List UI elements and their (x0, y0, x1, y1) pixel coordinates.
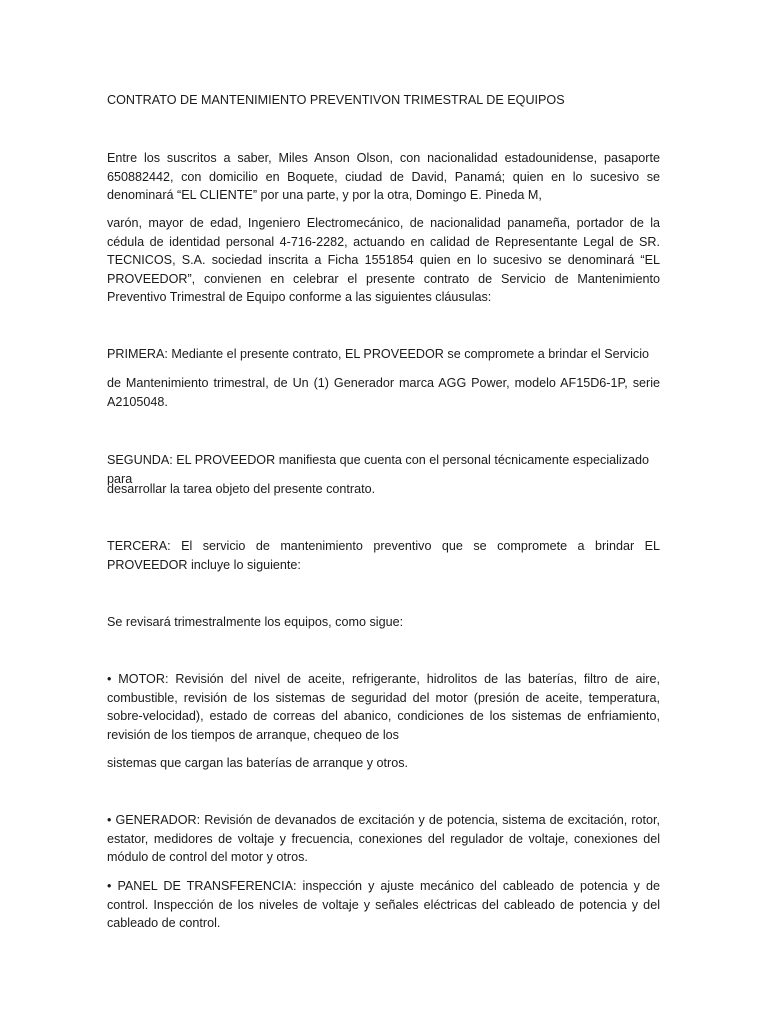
list-item-generador: • GENERADOR: Revisión de devanados de excitación y de potencia, sistema de excitación, rotor, estator, medidores de voltaje y frecuencia, conexiones del regulador de voltaje, conexiones del módulo de control del motor y otros. (107, 813, 660, 864)
list-item-motor: • MOTOR: Revisión del nivel de aceite, refrigerante, hidrolitos de las baterías, filtro de aire, combustible, revisión de los sistemas de seguridad del motor (presión de aceite, temperatura, sobre-velocidad), estado de correas del abanico, condiciones de los sistemas de enfriamiento, revisión de los tiempos de arranque, chequeo de los (107, 672, 660, 742)
paragraph-review-intro: Se revisará trimestralmente los equipos, como sigue: (107, 615, 404, 629)
list-item-motor-continued: sistemas que cargan las baterías de arranque y otros. (107, 756, 409, 770)
document-title: CONTRATO DE MANTENIMIENTO PREVENTIVON TRIMESTRAL DE EQUIPOS (107, 93, 565, 107)
paragraph-tercera: TERCERA: El servicio de mantenimiento preventivo que se compromete a brindar EL PROVEEDOR incluye lo siguiente: (107, 539, 660, 572)
paragraph-primera-continued: de Mantenimiento trimestral, de Un (1) Generador marca AGG Power, modelo AF15D6-1P, serie A2105048. (107, 376, 660, 409)
paragraph-segunda-continued: desarrollar la tarea objeto del presente contrato. (107, 482, 376, 496)
paragraph-parties-provider: varón, mayor de edad, Ingeniero Electromecánico, de nacionalidad panameña, portador de la cédula de identidad personal 4-716-2282, actuando en calidad de Representante Legal de SR. TECNICOS, S.A. sociedad inscrita a Ficha 1551854 quien en lo sucesivo se denominará “EL PROVEEDOR”, convienen en celebrar el presente contrato de Servicio de Mantenimiento Preventivo Trimestral de Equipo conforme a las siguientes cláusulas: (107, 216, 660, 304)
paragraph-primera: PRIMERA: Mediante el presente contrato, EL PROVEEDOR se compromete a brindar el Servicio (107, 347, 649, 361)
paragraph-parties-client: Entre los suscritos a saber, Miles Anson Olson, con nacionalidad estadounidense, pasaporte 650882442, con domicilio en Boquete, ciudad de David, Panamá; quien en lo sucesivo se denominará “EL CLIENTE” por una parte, y por la otra, Domingo E. Pineda M, (107, 151, 660, 202)
list-item-panel-transferencia: • PANEL DE TRANSFERENCIA: inspección y ajuste mecánico del cableado de potencia y de control. Inspección de los niveles de voltaje y señales eléctricas del cableado de potencia y del cableado de control. (107, 879, 660, 930)
paragraph-segunda: SEGUNDA: EL PROVEEDOR manifiesta que cuenta con el personal técnicamente especializado para (107, 453, 650, 486)
